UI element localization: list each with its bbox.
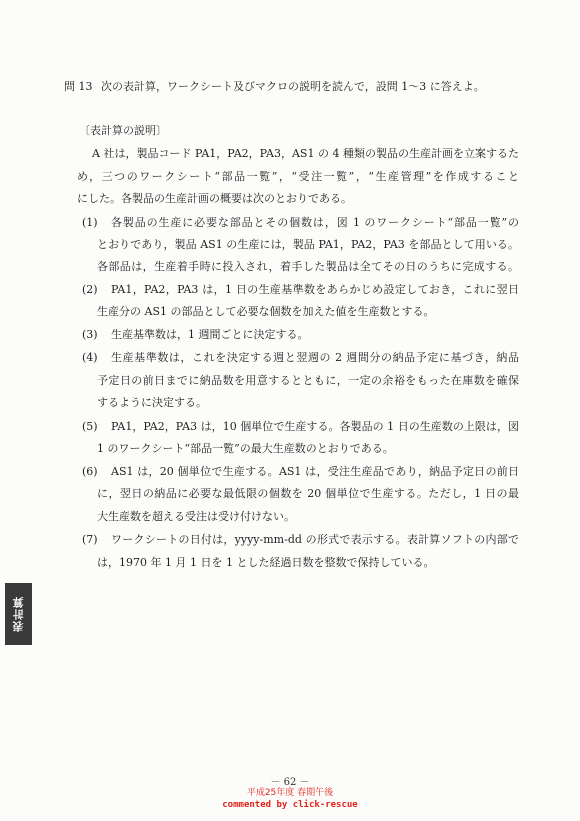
item-line: 生産基準数は，これを決定する週と翌週の 2 週間分の納品予定に基づき，納品 — [111, 351, 519, 364]
item-line: ワークシートの日付は，yyyy-mm-dd の形式で表示する。表計算ソフトの内部で — [111, 533, 519, 546]
item-marker: (6) — [82, 465, 98, 478]
footer-exam-label: 平成25年度 春期午後 — [246, 788, 334, 798]
item-line: とおりであり，製品 AS1 の生産には，製品 PA1，PA2，PA3 を部品として用いる。 — [97, 238, 519, 251]
item-marker: (5) — [82, 420, 98, 433]
item-line: は，1970 年 1 月 1 日を 1 とした経過日数を整数で保持している。 — [97, 556, 435, 569]
intro-line: A 社は，製品コード PA1，PA2，PA3，AS1 の 4 種類の製品の生産計画を立案するた — [92, 147, 519, 160]
section-side-tab — [5, 583, 32, 645]
item-line: 生産分の AS1 の部品として必要な個数を加えた値を生産数とする。 — [97, 305, 435, 318]
page-number: － 62 － — [270, 777, 310, 788]
footer-comment: commented by click-rescue — [222, 800, 358, 810]
question-number: 問 13 — [64, 80, 93, 93]
item-line: に，翌日の納品に必要な最低限の個数を 20 個単位で生産する。ただし，1 日の最 — [97, 487, 519, 500]
item-line: 各製品の生産に必要な部品とその個数は，図 1 のワークシート“部品一覧”の — [111, 216, 519, 229]
item-line: 各部品は，生産着手時に投入され，着手した製品は全てその日のうちに完成する。 — [97, 260, 519, 273]
item-marker: (2) — [82, 283, 98, 296]
question-text: 次の表計算，ワークシート及びマクロの説明を読んで，設問 1～3 に答えよ。 — [101, 80, 485, 93]
item-marker: (4) — [82, 351, 98, 364]
item-line: するように決定する。 — [97, 396, 207, 409]
item-marker: (1) — [82, 216, 98, 229]
item-marker: (3) — [82, 328, 98, 341]
intro-line: にした。各製品の生産計画の概要は次のとおりである。 — [77, 192, 352, 205]
item-line: 1 のワークシート“部品一覧”の最大生産数のとおりである。 — [97, 442, 394, 455]
item-line: PA1，PA2，PA3 は，1 日の生産基準数をあらかじめ設定しておき，これに翌日 — [111, 283, 519, 296]
item-line: 生産基準数は，1 週間ごとに決定する。 — [111, 328, 309, 341]
intro-line: め，三つのワークシート“部品一覧”，“受注一覧”，“生産管理”を作成すること — [77, 170, 519, 183]
item-line: PA1，PA2，PA3 は，10 個単位で生産する。各製品の 1 日の生産数の上限は，図 — [111, 420, 519, 433]
item-line: AS1 は，20 個単位で生産する。AS1 は，受注生産品であり，納品予定日の前日 — [111, 465, 519, 478]
side-tab-label: 表計算 — [11, 596, 25, 632]
item-line: 大生産数を超える受注は受け付けない。 — [97, 510, 295, 523]
item-marker: (7) — [82, 533, 98, 546]
section-heading: 〔表計算の説明〕 — [79, 124, 167, 137]
item-line: 予定日の前日までに納品数を用意するとともに，一定の余裕をもった在庫数を確保 — [97, 374, 519, 387]
